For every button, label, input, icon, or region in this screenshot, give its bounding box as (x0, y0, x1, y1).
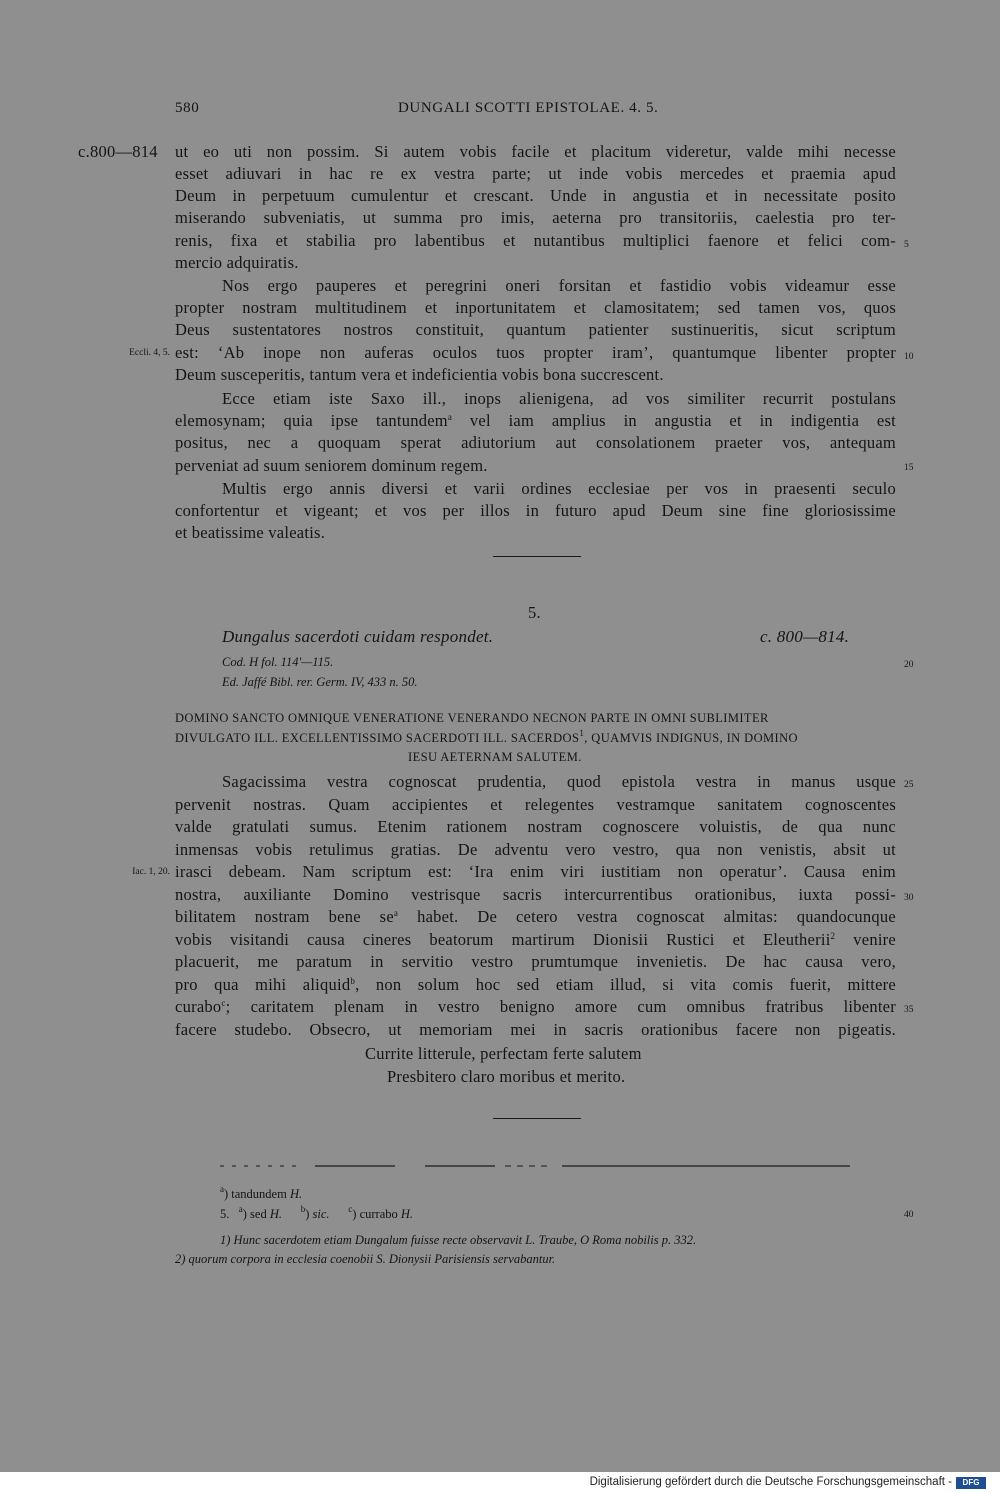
line-number: 15 (904, 463, 914, 473)
apparatus-line: 5. $^a$) sed H. $^b$) sic. $^c$) currabo H. (220, 1204, 414, 1221)
text-line: ut eo uti non possim. Si autem vobis facile et placitum videretur, valde mihi necesse (175, 142, 896, 161)
letter-number: 5. (528, 603, 541, 622)
text-line: mercio adquiratis. (175, 253, 299, 272)
footnote-mark: 2 (830, 931, 836, 941)
salutation-line: DIVULGATO ILL. EXCELLENTISSIMO SACERDOTI ILL. SACERDOS$^1$, QUAMVIS INDIGNUS, IN DOMINO (175, 728, 798, 745)
text-line: Multis ergo annis diversi et varii ordines ecclesiae per vos in praesenti seculo (222, 479, 896, 498)
scripture-citation: Eccli. 4, 5. (129, 348, 170, 358)
line-number: 40 (904, 1210, 914, 1220)
text-line: facere studebo. Obsecro, ut memoriam mei in sacris orationibus facere non pigeatis. (175, 1020, 896, 1039)
salutation-line: IESU AETERNAM SALUTEM. (408, 750, 582, 764)
footnote-mark: 1 (579, 728, 585, 738)
funding-credit: Digitalisierung gefördert durch die Deutsche Forschungsgemeinschaft - (589, 1476, 952, 1488)
footnote-mark: a (447, 412, 453, 422)
text-line: renis, fixa et stabilia pro labentibus et nutantibus multiplici faenore et felici com- (175, 231, 896, 250)
text-line: valde gratulati sumus. Etenim rationem nostram cognoscere voluistis, de qua nunc (175, 817, 896, 836)
text-line: inmensas vobis retulimus gratias. De adventu vero vestro, qua non venistis, absit ut (175, 840, 896, 859)
footnote: 1) Hunc sacerdotem etiam Dungalum fuisse recte observavit L. Traube, O Roma nobilis p. 332. (220, 1233, 697, 1247)
section-divider (493, 556, 581, 557)
text-line: propter nostram multitudinem et inportunitatem et clamositatem; sed tamen vos, quos (175, 298, 896, 317)
text-line: confortentur et vigeant; et vos per illos in futuro apud Deum sine fine gloriosissime (175, 501, 896, 520)
footnote-mark: c (221, 998, 226, 1008)
text-line: irasci debeam. Nam scriptum est: ‘Ira enim viri iustitiam non operatur’. Causa enim (175, 862, 896, 881)
line-number: 10 (904, 352, 914, 362)
apparatus-separator (220, 1163, 850, 1169)
text-line: pervenit nostras. Quam accipientes et relegentes vestramque sanitatem cognoscentes (175, 795, 896, 814)
text-line: Sagacissima vestra cognoscat prudentia, quod epistola vestra in manus usque (222, 772, 896, 791)
text-line: Deus sustentatores nostros constituit, quantum patienter sustinueritis, sicut scriptum (175, 320, 896, 339)
scripture-citation: Iac. 1, 20. (132, 867, 170, 877)
text-line: Deum susceperitis, tantum vera et indeficientia vobis bona succrescent. (175, 365, 664, 384)
text-line: Ecce etiam iste Saxo ill., inops alienigena, ad vos similiter recurrit postulans (222, 389, 896, 408)
text-line: vobis visitandi causa cineres beatorum martirum Dionisii Rustici et Eleutherii$^2$ venire (175, 930, 896, 949)
letter-summary: Dungalus sacerdoti cuidam respondet. (222, 627, 494, 646)
footnote: 2) quorum corpora in ecclesia coenobii S. Dionysii Parisiensis servabantur. (175, 1252, 556, 1266)
dfg-logo: DFG (956, 1477, 986, 1489)
text-line: Nos ergo pauperes et peregrini oneri forsitan et fastidio vobis videamur esse (222, 276, 896, 295)
edition-reference: Ed. Jaffé Bibl. rer. Germ. IV, 433 n. 50. (222, 675, 418, 689)
apparatus-line: $^a$) tandundem H. (220, 1184, 303, 1201)
line-number: 20 (904, 660, 914, 670)
text-line: esset adiuvari in hac re ex vestra parte; ut inde vobis mercedes et praemia apud (175, 164, 896, 183)
footnote-mark: b (350, 976, 356, 986)
text-line: curabo$^c$; caritatem plenam in vestro benigno amore cum omnibus fratribus libenter (175, 997, 896, 1016)
text-line: positus, nec a quoquam sperat adiutorium aut consolationem praeter vos, antequam (175, 433, 896, 452)
text-line: elemosynam; quia ipse tantundem$^a$ vel iam amplius in angustia et in indigentia est (175, 411, 896, 430)
salutation-line: DOMINO SANCTO OMNIQUE VENERATIONE VENERANDO NECNON PARTE IN OMNI SUBLIMITER (175, 711, 769, 725)
text-line: nostra, auxiliante Domino vestrisque sacris intercurrentibus orationibus, iuxta possi- (175, 885, 896, 904)
date-margin-note: c.800—814 (78, 142, 158, 161)
text-line: miserando subveniatis, ut summa pro imis, aeterna pro transitoriis, caelestia pro ter- (175, 208, 896, 227)
text-line: perveniat ad suum seniorem dominum regem. (175, 456, 488, 475)
codex-reference: Cod. H fol. 114'—115. (222, 655, 334, 669)
letter-date: c. 800—814. (760, 627, 850, 646)
footnote-mark: a (393, 908, 399, 918)
line-number: 5 (904, 240, 909, 250)
line-number: 25 (904, 780, 914, 790)
text-line: pro qua mihi aliquid$^b$, non solum hoc sed etiam illud, si vita comis fuerit, mittere (175, 975, 896, 994)
line-number: 35 (904, 1005, 914, 1015)
section-divider (493, 1118, 581, 1119)
text-line: Deum in perpetuum cumulentur et crescant. Unde in angustia et in necessitate posito (175, 186, 896, 205)
verse-line: Presbitero claro moribus et merito. (387, 1067, 626, 1086)
text-line: bilitatem nostram bene $se^a$ habet. De cetero vestra cognoscat almitas: quandocunque (175, 907, 896, 926)
page-number: 580 (175, 100, 200, 116)
line-number: 30 (904, 893, 914, 903)
text-line: placuerit, me paratum in servitio vestro prumtumque invenietis. De hac causa vero, (175, 952, 896, 971)
verse-line: Currite litterule, perfectam ferte salutem (365, 1044, 642, 1063)
text-line: est: ‘Ab inope non auferas oculos tuos propter iram’, quantumque libenter propter (175, 343, 896, 362)
text-line: et beatissime valeatis. (175, 523, 326, 542)
running-title: DUNGALI SCOTTI EPISTOLAE. 4. 5. (398, 100, 659, 116)
